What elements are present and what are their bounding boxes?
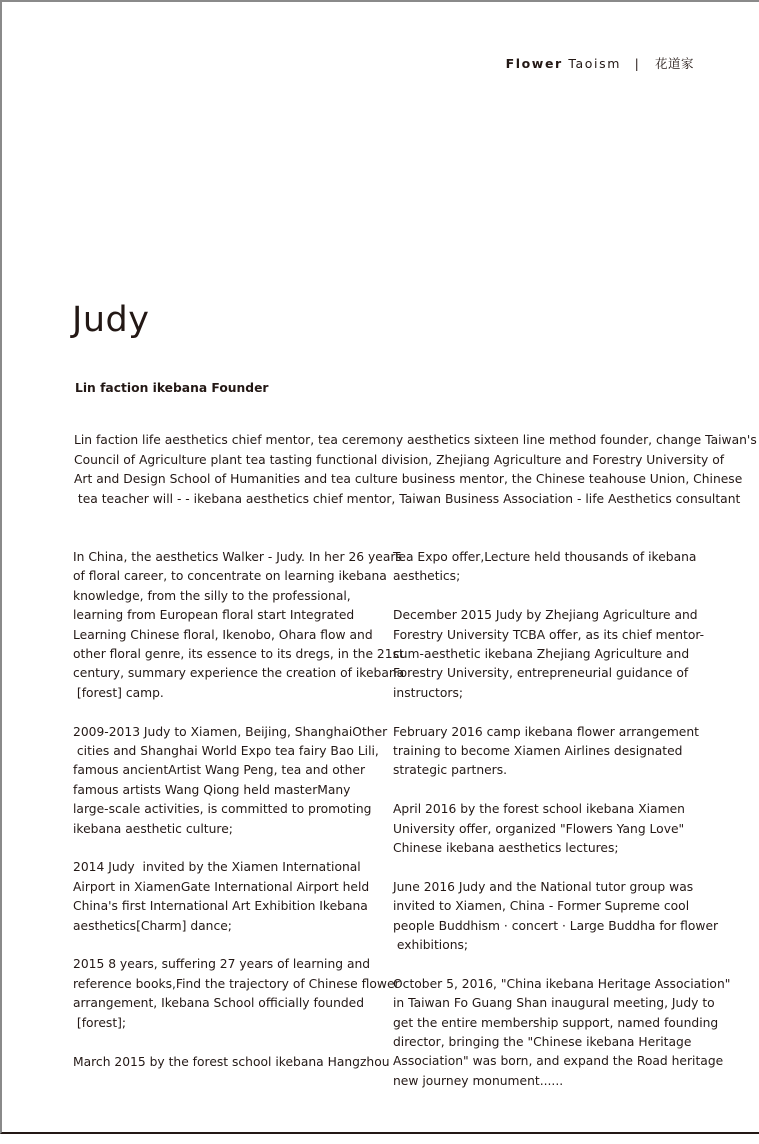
bio-line: famous ancientArtist Wang Peng, tea and other <box>73 763 366 778</box>
bio-line: exhibitions; <box>393 938 469 953</box>
bio-line: century, summary experience the creation of ikebana <box>73 666 405 681</box>
bio-line: in Taiwan Fo Guang Shan inaugural meeting, Judy to <box>393 996 715 1011</box>
brand-name-chinese: 花道家 <box>654 56 694 71</box>
bio-line: of floral career, to concentrate on learning ikebana <box>73 569 387 584</box>
bio-line: 2009-2013 Judy to Xiamen, Beijing, ShanghaiOther <box>73 724 388 739</box>
intro-line: Art and Design School of Humanities and tea culture business mentor, the Chinese teahouse Union, Chinese <box>74 472 743 486</box>
bio-paragraph <box>393 723 713 781</box>
bio-line: [forest]; <box>73 1015 127 1030</box>
intro-line: Council of Agriculture plant tea tasting functional division, Zhejiang Agriculture and Forestry University of <box>74 452 725 467</box>
intro-line: tea teacher will - - ikebana aesthetics chief mentor, Taiwan Business Association - life Aesthetics consultant <box>74 491 741 506</box>
profile-name: Judy <box>72 300 150 340</box>
brand-header <box>506 54 694 72</box>
bio-line: invited to Xiamen, China - Former Supreme cool <box>393 899 690 914</box>
bio-line: [forest] camp. <box>73 685 164 700</box>
bio-line: Forestry University, entrepreneurial guidance of <box>393 666 689 681</box>
bio-line: University offer, organized "Flowers Yang Love" <box>393 821 685 836</box>
bio-line: Tea Expo offer,Lecture held thousands of ikebana <box>393 550 697 564</box>
bio-line: 2015 8 years, suffering 27 years of learning and <box>73 957 371 972</box>
bio-paragraph <box>393 548 713 587</box>
right-column <box>393 548 731 1111</box>
bio-line: ikebana aesthetic culture; <box>73 821 233 836</box>
left-column <box>73 548 405 1091</box>
bio-paragraph <box>73 858 393 936</box>
bio-paragraph <box>73 955 400 1033</box>
bio-line: aesthetics[Charm] dance; <box>73 918 232 933</box>
bio-paragraph <box>393 606 713 703</box>
bio-paragraph <box>73 1053 393 1072</box>
bio-line: famous artists Wang Qiong held masterMany <box>73 782 351 797</box>
bio-line: reference books,Find the trajectory of Chinese flower <box>73 976 400 991</box>
bio-line: China's first International Art Exhibition Ikebana <box>73 899 368 914</box>
bio-paragraph <box>393 800 713 858</box>
bio-line: instructors; <box>393 685 463 700</box>
bio-line: October 5, 2016, "China ikebana Heritage Association" <box>393 976 731 991</box>
bio-line: people Buddhism · concert · Large Buddha for flower <box>393 918 719 933</box>
bio-paragraph <box>393 975 731 1091</box>
brand-name-bold: Flower <box>505 56 563 71</box>
bio-line: 2014 Judy invited by the Xiamen International <box>73 860 361 875</box>
bio-line: February 2016 camp ikebana flower arrangement <box>393 724 699 739</box>
bio-line: get the entire membership support, named founding <box>393 1015 719 1030</box>
bio-paragraph <box>393 878 719 956</box>
profile-title: Lin faction ikebana Founder <box>75 381 269 395</box>
bio-line: June 2016 Judy and the National tutor group was <box>393 879 694 894</box>
bio-line: Airport in XiamenGate International Airport held <box>73 879 370 894</box>
bio-line: March 2015 by the forest school ikebana Hangzhou <box>73 1054 390 1069</box>
brand-separator: | <box>634 56 641 71</box>
intro-paragraph <box>74 431 757 509</box>
bio-paragraph <box>73 548 405 703</box>
bio-line: large-scale activities, is committed to promoting <box>73 802 372 817</box>
bio-line: strategic partners. <box>393 763 508 778</box>
bio-line: arrangement, Ikebana School officially founded <box>73 996 365 1011</box>
bio-line: knowledge, from the silly to the professional, <box>73 588 351 603</box>
bio-line: new journey monument...... <box>393 1073 564 1088</box>
bio-line: cum-aesthetic ikebana Zhejiang Agriculture and <box>393 647 690 662</box>
bio-line: other floral genre, its essence to its dregs, in the 21st <box>73 647 404 662</box>
bio-line: learning from European floral start Integrated <box>73 608 355 623</box>
bio-line: Forestry University TCBA offer, as its chief mentor- <box>393 627 705 642</box>
bio-line: Association" was born, and expand the Road heritage <box>393 1054 724 1069</box>
brand-name-light: Taoism <box>568 56 622 71</box>
bio-line: cities and Shanghai World Expo tea fairy Bao Lili, <box>73 744 379 759</box>
bio-line: In China, the aesthetics Walker - Judy. In her 26 years <box>73 550 402 564</box>
bio-line: training to become Xiamen Airlines designated <box>393 744 683 759</box>
bio-line: director, bringing the "Chinese ikebana Heritage <box>393 1035 692 1050</box>
bio-line: aesthetics; <box>393 569 461 584</box>
bio-line: April 2016 by the forest school ikebana Xiamen <box>393 802 685 817</box>
bio-paragraph <box>73 723 393 839</box>
bio-line: Learning Chinese floral, Ikenobo, Ohara flow and <box>73 627 373 642</box>
bio-line: Chinese ikebana aesthetics lectures; <box>393 841 619 856</box>
intro-line: Lin faction life aesthetics chief mentor, tea ceremony aesthetics sixteen line method founder, change Taiwan's <box>74 433 757 447</box>
bio-line: December 2015 Judy by Zhejiang Agriculture and <box>393 608 698 623</box>
